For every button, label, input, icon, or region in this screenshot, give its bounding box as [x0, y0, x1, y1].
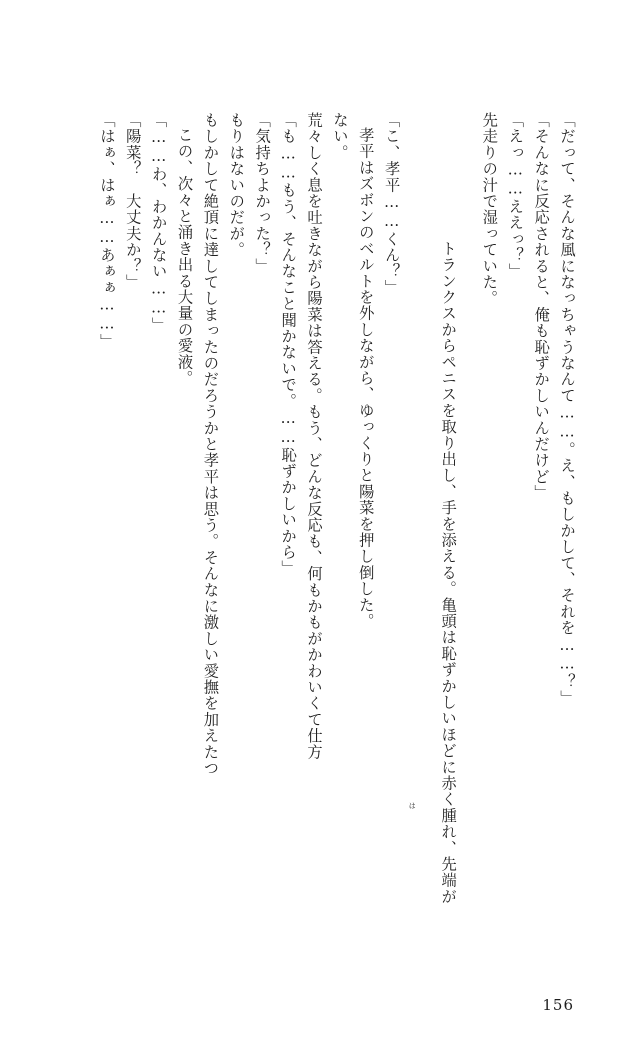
text-column: 「陽菜？ 大丈夫か？」	[123, 112, 142, 291]
text-column: もりはないのだが。	[227, 112, 246, 258]
text-column: 孝平はズボンのベルトを外しながら、ゆっくりと陽菜を押し倒した。	[356, 127, 375, 630]
text-column-body: トランクスからペニスを取り出し、手を添える。亀頭は恥ずかしいほどに赤く腫れ、先端が	[439, 240, 458, 905]
text-column: 荒々しく息を吐きながら陽菜は答える。もう、どんな反応も、何もかもがかわいくて仕方	[304, 112, 323, 760]
text-column: 「だって、そんな風になっちゃうなんて……。え、もしかして、それを……？」	[558, 112, 576, 706]
text-column: 「えっ……ええっ？」	[506, 112, 525, 280]
text-column: もしかして絶頂に達してしまったのだろうかと孝平は思う。そんなに激しい愛撫を加えたつ	[201, 112, 220, 777]
text-column: 「はぁ、はぁ……あぁぁ……」	[97, 112, 116, 350]
text-column: この、次々と涌き出る大量の愛液。	[175, 127, 194, 387]
text-column: 先走りの汁で湿っていた。	[480, 112, 499, 307]
vertical-text-block	[99, 112, 574, 922]
text-column	[409, 112, 470, 937]
page-number: 156	[542, 996, 574, 1014]
text-column: 「こ、孝平……くん？」	[382, 112, 401, 296]
ruby-reading: は	[408, 802, 417, 810]
text-column: 「気持ちよかった？」	[253, 112, 272, 274]
text-column: ない。	[330, 112, 349, 161]
text-column: 「も……もう、そんなこと聞かないで。……恥ずかしいから」	[279, 112, 298, 577]
text-column: 「そんなに反応されると、俺も恥ずかしいんだけど」	[532, 112, 551, 501]
text-column: 「……わ、わかんない……」	[149, 112, 168, 334]
